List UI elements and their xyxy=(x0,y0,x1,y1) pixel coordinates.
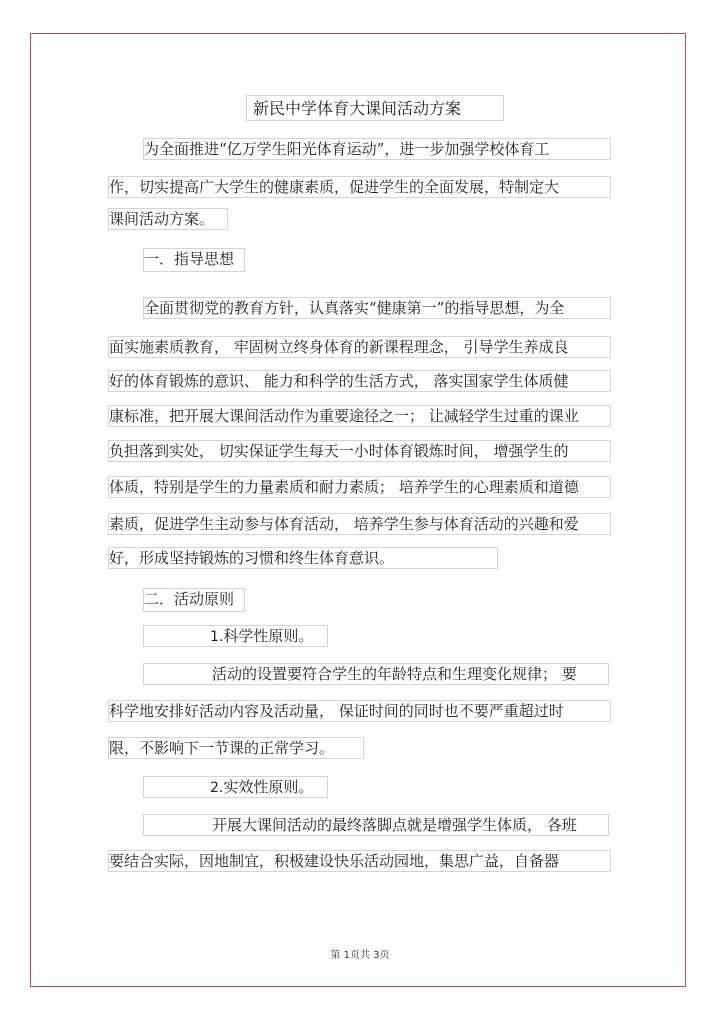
section1-line-4: 康标准，把开展大课间活动作为重要途径之一； 让减轻学生过重的课业 xyxy=(108,405,611,427)
section1-line-6: 体质，特别是学生的力量素质和耐力素质； 培养学生的心理素质和道德 xyxy=(108,476,611,498)
page-footer: 第 1页共 3页 xyxy=(330,950,390,961)
principle1-line-2: 科学地安排好活动内容及活动量， 保证时间的同时也不要严重超过时 xyxy=(108,700,611,722)
intro-line-1: 为全面推进“亿万学生阳光体育运动”，进一步加强学校体育工 xyxy=(143,138,611,160)
principle1-line-3: 限，不影响下一节课的正常学习。 xyxy=(108,737,364,759)
principle-1-title: 科学性原则。 xyxy=(223,627,314,645)
document-title: 新民中学体育大课间活动方案 xyxy=(246,95,504,121)
principle2-line-2: 要结合实际，因地制宜，积极建设快乐活动园地，集思广益，自备器 xyxy=(108,850,611,872)
principle-2-title: 实效性原则。 xyxy=(223,778,314,796)
principle1-line-1: 活动的设置要符合学生的年龄特点和生理变化规律； 要 xyxy=(143,663,609,685)
section1-line-7: 素质，促进学生主动参与体育活动， 培养学生参与体育活动的兴趣和爱 xyxy=(108,513,611,535)
section-heading-1: 一．指导思想 xyxy=(143,248,245,272)
section1-line-8: 好，形成坚持锻炼的习惯和终生体育意识。 xyxy=(108,547,498,569)
principle-1-number: 1. xyxy=(210,629,224,645)
section1-line-5: 负担落到实处， 切实保证学生每天一小时体育锻炼时间， 增强学生的 xyxy=(108,440,611,462)
section1-line-2: 面实施素质教育， 牢固树立终身体育的新课程理念， 引导学生养成良 xyxy=(108,336,611,358)
principle-1-heading xyxy=(143,625,328,647)
section1-line-1: 全面贯彻党的教育方针，认真落实“健康第一”的指导思想，为全 xyxy=(143,297,611,319)
intro-line-3: 课间活动方案。 xyxy=(108,208,228,230)
principle2-line-1: 开展大课间活动的最终落脚点就是增强学生体质， 各班 xyxy=(143,814,609,836)
section1-line-3: 好的体育锻炼的意识、 能力和科学的生活方式， 落实国家学生体质健 xyxy=(108,370,611,392)
principle-2-number: 2. xyxy=(210,780,224,796)
section-heading-2: 二．活动原则 xyxy=(143,588,245,612)
principle-2-heading xyxy=(143,776,328,798)
intro-line-2: 作，切实提高广大学生的健康素质，促进学生的全面发展，特制定大 xyxy=(108,176,611,198)
